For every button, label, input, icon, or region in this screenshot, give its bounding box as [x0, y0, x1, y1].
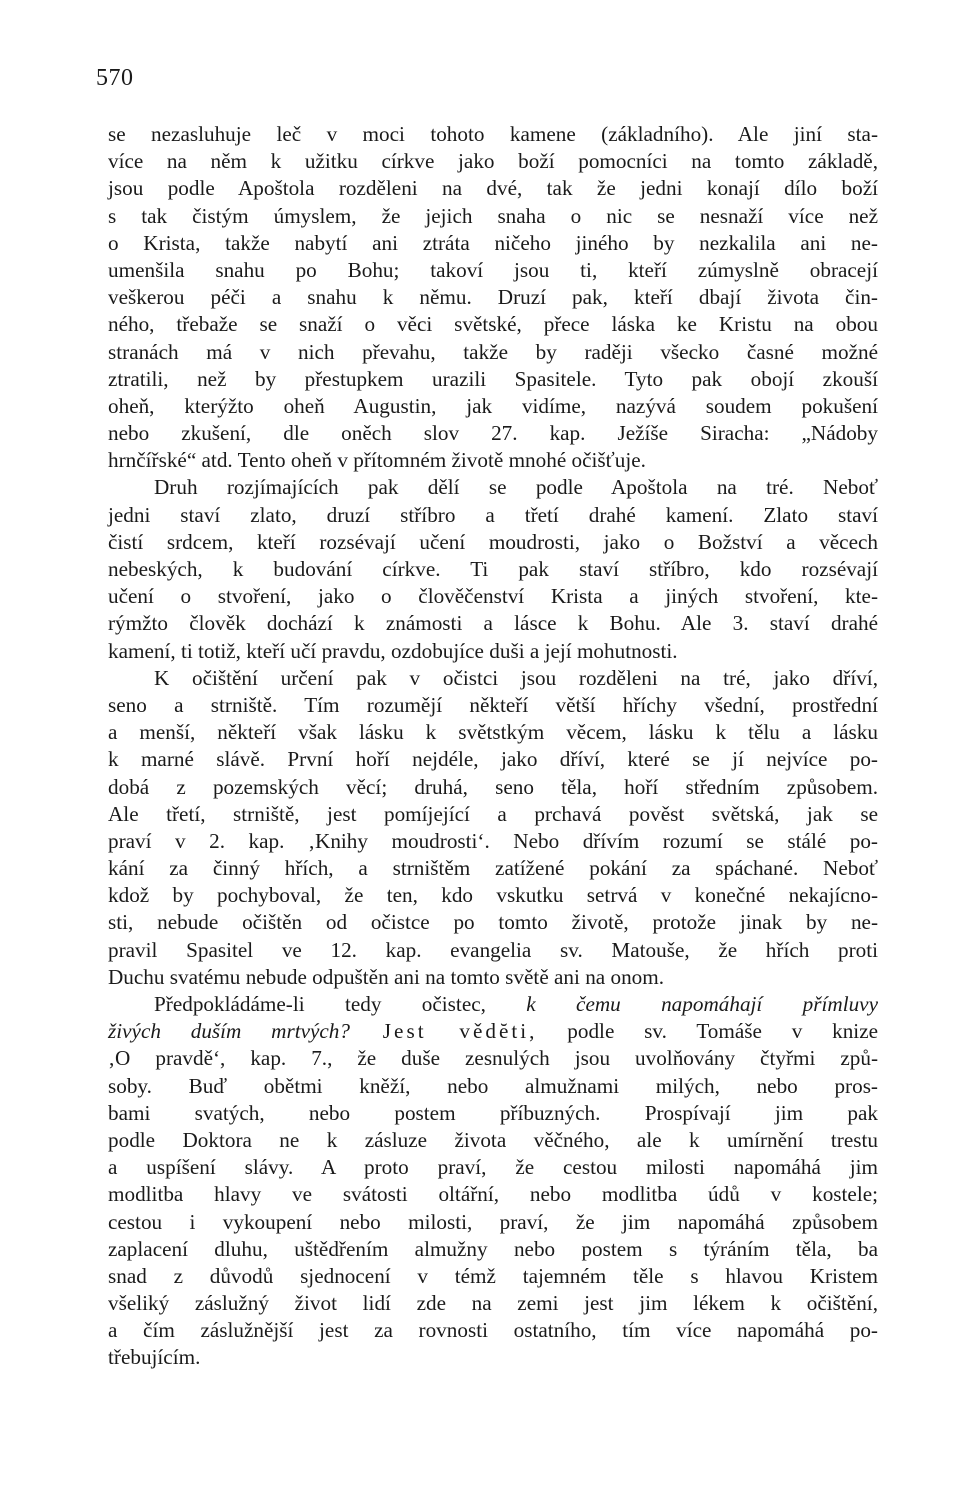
text-line: nebo zkušení, dle oněch slov 27. kap. Ježíše Siracha: „Nádoby — [108, 421, 878, 446]
paragraph-3 — [108, 665, 878, 991]
text-line: K očištění určení pak v očistci jsou rozděleni na tré, jako dříví, — [154, 665, 878, 690]
text-line: k marné slávě. První hoří nejdéle, jako dříví, které se jí nejvíce po- — [108, 747, 878, 772]
text-line — [108, 1018, 878, 1045]
text-line: bami svatých, nebo postem příbuzných. Prospívají jim pak — [108, 1100, 878, 1125]
text-line: hrnčířské“ atd. Tento oheň v přítomném životě mnohé očišťuje. — [108, 448, 646, 473]
text-line: dobá z pozemských věcí; druhá, seno těla, hoří středním způsobem. — [108, 774, 878, 799]
text-line: ného, třebaže se snaží o věci světské, přece láska ke Kristu na obou — [108, 312, 878, 337]
text-line: Duchu svatému nebude odpuštěn ani na tomto světě ani na onom. — [108, 964, 665, 989]
page-number: 570 — [96, 65, 134, 91]
text-line: jedni staví zlato, druzí stříbro a třetí drahé kamení. Zlato staví — [108, 502, 878, 527]
text-line: praví v 2. kap. ‚Knihy moudrosti‘. Nebo dřívím rozumí se stálé po- — [108, 828, 878, 853]
text-line: stranách má v nich převahu, takže by raději všecko časné možné — [108, 339, 878, 364]
spaced-phrase: Jest vědĕti, — [350, 1019, 538, 1044]
text-line: seno a strniště. Tím rozumějí někteří větší hříchy všední, prostřední — [108, 692, 878, 717]
text-line: více na něm k užitku církve jako boží pomocníci na tomto základě, — [108, 149, 878, 174]
text-line: zaplacení dluhu, uštědřením almužny nebo postem s týráním těla, ba — [108, 1236, 878, 1261]
text-line: Druh rozjímajících pak dělí se podle Apoštola na tré. Neboť — [154, 475, 878, 500]
text-line: a čím záslužnější jest za rovnosti ostatního, tím více napomáhá po- — [108, 1318, 878, 1343]
body-text — [108, 121, 878, 1372]
text-line: modlitba hlavy ve svátosti oltářní, nebo modlitba údů v kostele; — [108, 1182, 878, 1207]
text-line: kamení, ti totiž, kteří učí pravdu, ozdobujíce duši a její mohutnosti. — [108, 638, 678, 663]
text-line: ‚O pravdě‘, kap. 7., že duše zesnulých jsou uvolňovány čtyřmi způ- — [108, 1046, 878, 1071]
text-line: veškerou péči a snahu k němu. Druzí pak, kteří dbají života čin- — [108, 285, 878, 310]
italic-phrase: živých duším mrtvých? — [108, 1019, 350, 1044]
text-line: kání za činný hřích, a strništěm zatížené pokání za spáchané. Neboť — [108, 856, 878, 881]
text-line: s tak čistým úmyslem, že jejich snaha o nic se nesnaží více než — [108, 203, 878, 228]
text-line: čistí srdcem, kteří rozsévají učení moudrosti, jako o Božství a věcech — [108, 529, 878, 554]
text-line: kdož by pochyboval, že ten, kdo vskutku setrvá v konečné nekajícno- — [108, 883, 878, 908]
text-line: podle Doktora ne k zásluze života věčného, ale k umírnění trestu — [108, 1127, 878, 1152]
text-line: snad z důvodů sjednocení v témž tajemném těle s hlavou Kristem — [108, 1263, 878, 1288]
text-line: a uspíšení slávy. A proto praví, že cestou milosti napomáhá jim — [108, 1155, 878, 1180]
text-line: třebujícím. — [108, 1345, 201, 1370]
text-line: učení o stvoření, jako o člověčenství Krista a jiných stvoření, kte- — [108, 584, 878, 609]
text-line: sti, nebude očištěn od očistce po tomto životě, protože jinak by ne- — [108, 910, 878, 935]
text-line: ztratili, než by přestupkem urazili Spasitele. Tyto pak obojí zkouší — [108, 366, 878, 391]
paragraph-1 — [108, 121, 878, 474]
paragraph-4 — [108, 991, 878, 1372]
text-line: nebeských, k budování církve. Ti pak staví stříbro, kdo rozsévají — [108, 557, 878, 581]
text-run: podle sv. Tomáše v knize — [537, 1019, 879, 1044]
italic-phrase: k čemu napomáhají přímluvy — [526, 992, 878, 1016]
text-line: oheň, kterýžto oheň Augustin, jak vidíme, nazývá soudem pokušení — [108, 393, 878, 418]
text-line: se nezasluhuje leč v moci tohoto kamene (základního). Ale jiní sta- — [108, 122, 878, 146]
text-line: cestou i vykoupení nebo milosti, praví, že jim napomáhá způsobem — [108, 1209, 878, 1234]
text-line: všeliký záslužný život lidí zde na zemi jest jim lékem k očištění, — [108, 1291, 878, 1316]
text-line: o Krista, takže nabytí ani ztráta ničeho jiného by nezkalila ani ne- — [108, 230, 878, 255]
text-line: a menší, někteří však lásku k světstkým věcem, lásku k tělu a lásku — [108, 720, 878, 745]
paragraph-2 — [108, 474, 878, 664]
text-line: pravil Spasitel ve 12. kap. evangelia sv. Matouše, že hřích proti — [108, 937, 878, 962]
text-line: soby. Buď obětmi kněží, nebo almužnami milých, nebo pros- — [108, 1073, 878, 1098]
text-line: jsou podle Apoštola rozděleni na dvé, tak že jedni konají dílo boží — [108, 176, 878, 201]
text-run: Předpokládáme-li tedy očistec, — [154, 992, 527, 1016]
text-line: umenšila snahu po Bohu; takoví jsou ti, kteří zúmyslně obracejí — [108, 257, 878, 282]
text-line — [108, 991, 878, 1018]
text-line: Ale třetí, strniště, jest pomíjející a prchavá pověst světská, jak se — [108, 801, 878, 826]
text-line: rýmžto člověk dochází k známosti a lásce k Bohu. Ale 3. staví drahé — [108, 611, 878, 636]
